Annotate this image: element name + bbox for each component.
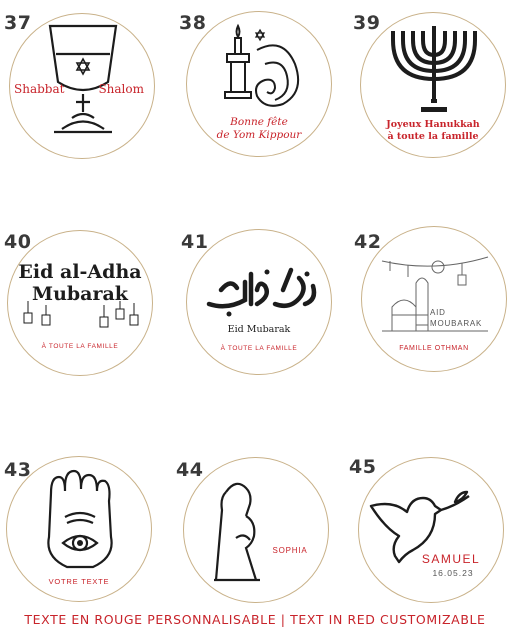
sticker-43-line1: VOTRE TEXTE — [48, 577, 110, 586]
item-number-40: 40 — [4, 231, 32, 253]
sticker-41-caption: Eid Mubarak — [227, 324, 291, 335]
sticker-38-yom-kippour[interactable] — [186, 11, 332, 157]
sticker-40-title-line2: Mubarak — [32, 283, 128, 305]
item-number-39: 39 — [353, 12, 381, 34]
sticker-40-title-line1: Eid al-Adha — [18, 261, 142, 283]
sticker-43-hamsa[interactable] — [6, 456, 152, 602]
sticker-39-line1: Joyeux Hanukkah — [386, 119, 480, 130]
sticker-45-dove[interactable] — [358, 457, 504, 603]
sticker-45-line2: 16.05.23 — [432, 568, 474, 578]
sticker-37-shabbat[interactable] — [9, 13, 155, 159]
sticker-37-line1: Shabbat — [14, 82, 65, 96]
sticker-41-line1: À TOUTE LA FAMILLE — [220, 345, 298, 352]
customization-footer: TEXTE EN ROUGE PERSONNALISABLE | TEXT IN RED CUSTOMIZABLE — [24, 612, 486, 627]
sticker-40-eid-al-adha[interactable] — [7, 230, 153, 376]
sticker-44-praying-woman[interactable] — [183, 457, 329, 603]
dove-olive-branch-icon — [359, 458, 505, 604]
item-number-41: 41 — [181, 231, 209, 253]
sticker-39-hanukkah[interactable] — [360, 12, 506, 158]
item-number-37: 37 — [4, 12, 32, 34]
sticker-37-line2: Shalom — [98, 82, 144, 96]
sticker-38-line1: Bonne fête — [230, 116, 288, 128]
arabic-calligraphy-icon — [187, 230, 333, 376]
sticker-44-line1: SOPHIA — [272, 546, 308, 555]
sticker-41-eid-mubarak[interactable] — [186, 229, 332, 375]
sticker-42-line1: FAMILLE OTHMAN — [399, 345, 469, 352]
sticker-42-side-line1: AID — [430, 308, 446, 317]
item-number-38: 38 — [179, 12, 207, 34]
sticker-45-line1: SAMUEL — [421, 552, 481, 566]
item-number-42: 42 — [354, 231, 382, 253]
praying-woman-icon — [184, 458, 330, 604]
sticker-40-line1: À TOUTE LA FAMILLE — [41, 343, 119, 350]
item-number-44: 44 — [176, 459, 204, 481]
item-number-45: 45 — [349, 456, 377, 478]
item-number-43: 43 — [4, 459, 32, 481]
sticker-39-line2: à toute la famille — [387, 131, 479, 142]
sticker-42-side-line2: MOUBARAK — [430, 319, 483, 328]
sticker-38-line2: de Yom Kippour — [216, 129, 302, 141]
sticker-42-aid-moubarak[interactable] — [361, 226, 507, 372]
